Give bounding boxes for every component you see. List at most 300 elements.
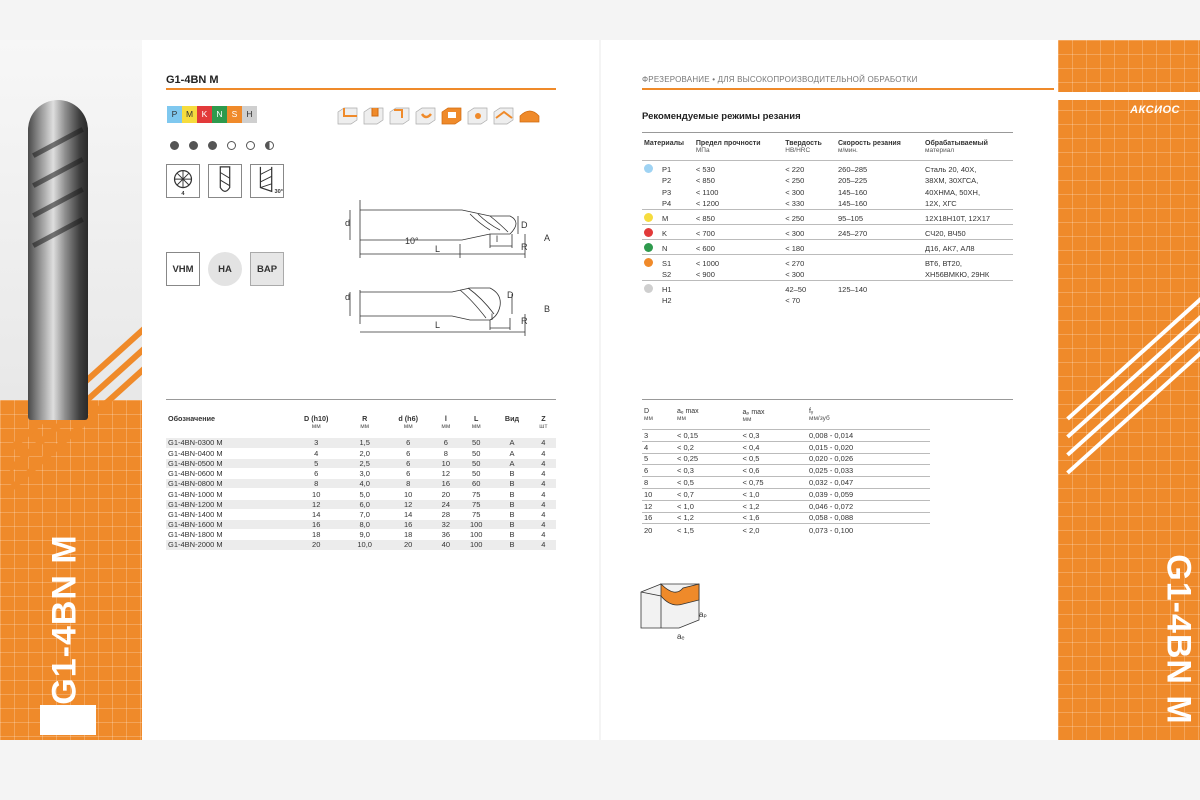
table-cell: M — [660, 210, 694, 225]
table-cell: 0,039 - 0,059 — [807, 488, 930, 500]
table-cell: 145–160 — [837, 199, 868, 208]
helix-angle-icon — [250, 164, 284, 198]
column-header — [675, 408, 741, 430]
table-cell: B — [493, 469, 531, 479]
column-label: Материалы — [644, 140, 685, 147]
table-cell: < 1,2 — [741, 500, 807, 512]
modes-top-rule — [642, 132, 1013, 133]
label-D-b: D — [507, 290, 514, 300]
operation-icon — [414, 106, 437, 126]
right-page — [601, 40, 1200, 740]
table-cell — [694, 295, 783, 307]
ae-label: aₑ — [677, 632, 685, 641]
table-cell: < 330 — [785, 199, 805, 208]
table-cell: < 70 — [785, 296, 801, 306]
table-cell — [836, 295, 923, 307]
table-cell: G1-4BN-1200 M — [166, 499, 287, 509]
table-cell: 20 — [384, 540, 433, 550]
table-cell: < 300 — [785, 187, 805, 197]
table-cell: < 1,0 — [741, 488, 807, 500]
table-cell: 36 — [433, 530, 460, 540]
table-row — [642, 453, 930, 465]
table-row — [642, 175, 1013, 187]
table-row — [642, 430, 930, 442]
table-row — [166, 489, 556, 499]
table-cell: 4 — [531, 448, 556, 458]
table-cell: 75 — [459, 509, 493, 519]
table-cell — [694, 281, 783, 296]
table-cell: 0,073 - 0,100 — [807, 524, 930, 536]
table-cell: 16 — [642, 512, 675, 524]
table-cell: 50 — [459, 438, 493, 448]
column-header — [807, 408, 930, 430]
suitability-dot-full — [170, 141, 179, 150]
table-cell: < 850 — [695, 176, 715, 186]
table-cell: < 1200 — [695, 199, 720, 208]
table-cell: < 0,5 — [741, 453, 807, 465]
table-cell: 6 — [384, 458, 433, 468]
table-cell: 2,5 — [345, 458, 383, 468]
cutting-modes-table — [642, 140, 1013, 307]
table-cell: 4 — [531, 489, 556, 499]
column-header — [531, 414, 556, 438]
table-cell: 100 — [459, 520, 493, 530]
table-cell: 28 — [433, 509, 460, 519]
table-cell: 14 — [384, 509, 433, 519]
suitability-dot-full — [208, 141, 217, 150]
table-cell — [836, 240, 923, 255]
label-view-a: A — [544, 233, 551, 243]
label-view-b: B — [544, 304, 551, 314]
table-cell: 10 — [287, 489, 346, 499]
left-page — [0, 40, 599, 740]
table-cell: 8 — [287, 479, 346, 489]
material-marker-cell — [642, 187, 660, 199]
flutes-icon — [166, 164, 200, 198]
operation-icon — [492, 106, 515, 126]
table-cell: 12 — [433, 469, 460, 479]
table-cell: 4 — [287, 448, 346, 458]
table-cell: 20 — [642, 524, 675, 536]
table-row — [642, 477, 930, 489]
column-header — [287, 414, 346, 438]
material-p: P — [167, 106, 182, 123]
table-row — [642, 161, 1013, 176]
table-row — [166, 438, 556, 448]
table-cell: 4 — [642, 441, 675, 453]
table-cell: 6,0 — [345, 499, 383, 509]
column-unit: мм/зуб — [808, 415, 830, 422]
table-row — [642, 187, 1013, 199]
column-header — [345, 414, 383, 438]
table-cell: 16 — [384, 520, 433, 530]
table-cell: 24 — [433, 499, 460, 509]
table-cell: 50 — [459, 469, 493, 479]
table-row — [642, 225, 1013, 240]
table-cell: СЧ20, ВЧ50 — [923, 225, 1013, 240]
table-cell: < 270 — [783, 255, 836, 270]
suitability-dot-full — [189, 141, 198, 150]
table-cell: B — [493, 530, 531, 540]
table-cell: < 220 — [783, 161, 836, 176]
table-cell: 0,058 - 0,088 — [807, 512, 930, 524]
column-unit: мм — [471, 423, 481, 430]
column-unit: мм — [742, 416, 752, 423]
operation-icon — [440, 106, 463, 126]
column-unit: мм — [403, 423, 413, 430]
label-R-b: R — [521, 316, 528, 326]
table-cell: 100 — [459, 540, 493, 550]
material-marker-cell — [642, 295, 660, 307]
table-row — [166, 520, 556, 530]
table-cell: < 2,0 — [741, 524, 807, 536]
table-row — [642, 465, 930, 477]
table-row — [642, 441, 930, 453]
table-cell: < 300 — [785, 270, 805, 279]
operation-icon — [388, 106, 411, 126]
table-cell: 5 — [287, 458, 346, 468]
material-n: N — [212, 106, 227, 123]
table-cell: < 850 — [694, 210, 783, 225]
table-cell: 100 — [459, 530, 493, 540]
table-cell: < 0,3 — [675, 465, 741, 477]
label-R-a: R — [521, 242, 528, 252]
column-header — [694, 140, 783, 161]
table-top-rule — [166, 399, 556, 400]
table-cell: G1-4BN-0500 M — [166, 458, 287, 468]
table-cell: < 1,2 — [675, 512, 741, 524]
column-label: Вид — [504, 414, 520, 423]
table-cell: 38ХМ, 30ХГСА, — [925, 176, 979, 186]
table-row — [166, 540, 556, 550]
column-label: D — [644, 408, 650, 415]
white-box — [40, 705, 96, 735]
table-cell: 12 — [642, 500, 675, 512]
operation-icon — [336, 106, 359, 126]
table-cell: P3 — [662, 187, 672, 197]
table-cell: < 0,3 — [741, 430, 807, 442]
column-label: aₑ max — [677, 408, 699, 415]
table-cell: B — [493, 509, 531, 519]
table-cell: 10 — [384, 489, 433, 499]
suitability-dot-empty — [246, 141, 255, 150]
table-row — [166, 499, 556, 509]
table-cell: 4 — [531, 509, 556, 519]
table-row — [166, 458, 556, 468]
label-l-b: l — [491, 312, 493, 322]
table-cell: 260–285 — [836, 161, 923, 176]
column-label: Z — [541, 414, 546, 423]
table-cell: 40 — [433, 540, 460, 550]
ap-label: aₚ — [699, 610, 707, 619]
table-cell: < 250 — [785, 176, 805, 186]
table-cell: 75 — [459, 489, 493, 499]
table-cell: 50 — [459, 448, 493, 458]
table-cell: G1-4BN-0300 M — [166, 438, 287, 448]
table-row — [642, 240, 1013, 255]
column-unit: м/мин. — [837, 147, 858, 154]
table-cell: 1,5 — [345, 438, 383, 448]
table-cell: < 1,6 — [741, 512, 807, 524]
table-row — [642, 198, 1013, 210]
table-cell: B — [493, 489, 531, 499]
material-marker-cell — [642, 175, 660, 187]
label-d-a: d — [345, 218, 351, 228]
table-cell: 12 — [287, 499, 346, 509]
section-header: ФРЕЗЕРОВАНИЕ • ДЛЯ ВЫСОКОПРОИЗВОДИТЕЛЬНОЙ ОБРАБОТКИ — [642, 75, 918, 84]
table-row — [166, 479, 556, 489]
table-cell: G1-4BN-1000 M — [166, 489, 287, 499]
column-unit: мм — [441, 423, 451, 430]
table-cell: 4 — [531, 499, 556, 509]
table-cell: 42–50 — [783, 281, 836, 296]
svg-text:4: 4 — [181, 191, 185, 198]
table-row — [642, 500, 930, 512]
table-cell: 8 — [433, 448, 460, 458]
column-header — [166, 414, 287, 438]
table-cell: < 0,25 — [675, 453, 741, 465]
column-header — [384, 414, 433, 438]
table-header-row — [642, 408, 930, 430]
table-cell: < 1000 — [694, 255, 783, 270]
material-marker-cell — [642, 255, 660, 270]
column-unit: шт — [539, 423, 548, 430]
label-l-a: l — [496, 234, 498, 244]
operation-icon — [518, 106, 541, 126]
column-header — [783, 140, 836, 161]
table-cell: < 250 — [783, 210, 836, 225]
table-cell: 16 — [433, 479, 460, 489]
table-cell: < 0,2 — [675, 441, 741, 453]
table-cell: 4 — [531, 469, 556, 479]
label-angle: 10° — [405, 236, 419, 246]
table-cell: B — [493, 540, 531, 550]
column-label: Твердость — [785, 140, 822, 147]
table-cell: P1 — [660, 161, 694, 176]
column-label: aₚ max — [742, 409, 765, 416]
header-rule — [166, 88, 556, 90]
feed-table — [642, 408, 930, 536]
table-cell: 10 — [433, 458, 460, 468]
table-cell — [836, 255, 923, 270]
table-cell: 6 — [384, 469, 433, 479]
table-cell — [923, 281, 1013, 296]
column-header — [642, 408, 675, 430]
table-cell: S1 — [660, 255, 694, 270]
table-cell: < 300 — [783, 225, 836, 240]
right-side-title: G1-4BN M — [1159, 554, 1198, 725]
table-row — [642, 295, 1013, 307]
table-cell: < 180 — [783, 240, 836, 255]
material-marker-cell — [642, 281, 660, 296]
material-marker-cell — [642, 269, 660, 281]
table-cell: 4 — [531, 530, 556, 540]
material-m: M — [182, 106, 197, 123]
suitability-dot-half — [265, 141, 274, 150]
table-cell: < 530 — [694, 161, 783, 176]
table-cell: < 600 — [694, 240, 783, 255]
column-unit: материал — [925, 147, 955, 154]
table-cell — [836, 269, 923, 281]
table-cell: < 900 — [695, 270, 715, 279]
table-cell: 205–225 — [837, 176, 868, 186]
column-label: Скорость резания — [837, 140, 901, 147]
table-cell: 12Х18Н10Т, 12Х17 — [923, 210, 1013, 225]
table-cell: G1-4BN-1600 M — [166, 520, 287, 530]
table-cell: 6 — [384, 438, 433, 448]
table-row — [166, 530, 556, 540]
table-cell: N — [660, 240, 694, 255]
table-cell: 6 — [433, 438, 460, 448]
table-cell: G1-4BN-1800 M — [166, 530, 287, 540]
suitability-dots — [170, 141, 274, 150]
material-group-dot — [644, 228, 653, 237]
table-cell: 75 — [459, 499, 493, 509]
tool-material-icon: VHM — [166, 252, 200, 286]
table-cell: B — [493, 479, 531, 489]
table-cell: 4 — [531, 458, 556, 468]
column-unit: мм — [677, 415, 686, 422]
left-side-strip — [0, 40, 142, 740]
end-mill-photo — [28, 100, 88, 420]
table-cell: Д16, АК7, АЛ8 — [923, 240, 1013, 255]
table-cell: 18 — [384, 530, 433, 540]
column-label: Предел прочности — [695, 140, 761, 147]
table-cell: 4 — [531, 479, 556, 489]
column-header — [741, 408, 807, 430]
label-L-b: L — [435, 320, 441, 330]
table-cell: 5 — [642, 453, 675, 465]
material-group-dot — [644, 258, 653, 267]
table-cell: 3,0 — [345, 469, 383, 479]
table-cell: 12 — [384, 499, 433, 509]
material-s: S — [227, 106, 242, 123]
table-cell: < 0,6 — [741, 465, 807, 477]
table-cell: 50 — [459, 458, 493, 468]
table-cell: A — [493, 438, 531, 448]
table-cell: H1 — [660, 281, 694, 296]
table-cell: G1-4BN-2000 M — [166, 540, 287, 550]
table-cell: 10 — [642, 488, 675, 500]
material-groups — [167, 106, 257, 123]
coating-icon: HA — [208, 252, 242, 286]
table-header-row — [642, 140, 1013, 161]
table-row — [642, 269, 1013, 281]
material-group-dot — [644, 213, 653, 222]
table-cell: 6 — [384, 448, 433, 458]
table-cell: 3 — [642, 430, 675, 442]
table-cell: 4 — [531, 540, 556, 550]
table-cell: 0,020 - 0,026 — [807, 453, 930, 465]
header-rule — [642, 88, 1054, 90]
table-cell: 4 — [531, 520, 556, 530]
label-D-a: D — [521, 220, 528, 230]
table-cell: 20 — [287, 540, 346, 550]
table-cell: 0,025 - 0,033 — [807, 465, 930, 477]
table-cell: 245–270 — [836, 225, 923, 240]
table-cell: G1-4BN-0600 M — [166, 469, 287, 479]
table-cell: 2,0 — [345, 448, 383, 458]
section-title: Рекомендуемые режимы резания — [642, 111, 801, 122]
column-label: d (h6) — [398, 414, 418, 423]
table-cell: S2 — [662, 270, 672, 279]
brand-logo: АКСИОС — [1130, 104, 1180, 116]
column-header — [836, 140, 923, 161]
table-row — [166, 509, 556, 519]
column-label: D (h10) — [304, 414, 329, 423]
column-unit: мм — [360, 423, 370, 430]
column-unit: HB/HRC — [785, 147, 811, 154]
table-cell: < 0,5 — [675, 477, 741, 489]
table-cell: K — [660, 225, 694, 240]
table-cell: 14 — [287, 509, 346, 519]
page-title: G1-4BN M — [166, 74, 219, 86]
table-cell: < 700 — [694, 225, 783, 240]
table-cell: 0,015 - 0,020 — [807, 441, 930, 453]
table-row — [642, 524, 930, 536]
operation-icons — [336, 106, 541, 126]
table-cell: 32 — [433, 520, 460, 530]
suitability-dot-empty — [227, 141, 236, 150]
table-cell: < 0,75 — [741, 477, 807, 489]
table-cell: B — [493, 520, 531, 530]
table-cell: 16 — [287, 520, 346, 530]
table-cell: < 1,0 — [675, 500, 741, 512]
column-unit: МПа — [695, 147, 710, 154]
table-cell: 5,0 — [345, 489, 383, 499]
column-label: R — [362, 414, 368, 423]
label-d-b: d — [345, 292, 351, 302]
material-h: H — [242, 106, 257, 123]
table-cell: 9,0 — [345, 530, 383, 540]
table-cell: < 1,5 — [675, 524, 741, 536]
table-cell: 95–105 — [836, 210, 923, 225]
table-cell: 8 — [642, 477, 675, 489]
table-cell: 3 — [287, 438, 346, 448]
table-cell: < 1100 — [695, 187, 719, 197]
strip-white-block — [1058, 92, 1200, 100]
label-L-a: L — [435, 244, 441, 254]
column-header — [923, 140, 1013, 161]
table-cell: 145–160 — [837, 187, 868, 197]
table-cell: 40ХНМА, 50ХН, — [925, 187, 981, 197]
table-row — [642, 255, 1013, 270]
table-cell: < 0,15 — [675, 430, 741, 442]
column-label: fᵧ — [808, 408, 814, 415]
column-label: l — [444, 414, 447, 423]
table-cell: 0,008 - 0,014 — [807, 430, 930, 442]
table-cell: P4 — [662, 199, 672, 208]
table-cell: 20 — [433, 489, 460, 499]
table-cell: G1-4BN-0400 M — [166, 448, 287, 458]
column-label: Обозначение — [168, 414, 215, 423]
material-k: K — [197, 106, 212, 123]
material-marker-cell — [642, 240, 660, 255]
feed-top-rule — [642, 399, 1013, 400]
table-cell: 12Х, ХГС — [925, 199, 957, 208]
column-label: L — [474, 414, 479, 423]
column-unit: мм — [644, 415, 653, 422]
column-label: Обрабатываемый — [925, 140, 988, 147]
material-group-dot — [644, 284, 653, 293]
coating-extra-icon: BAP — [250, 252, 284, 286]
table-cell: 6 — [642, 465, 675, 477]
column-header — [459, 414, 493, 438]
operation-icon — [466, 106, 489, 126]
table-row — [642, 281, 1013, 296]
table-cell: B — [493, 499, 531, 509]
table-row — [642, 512, 930, 524]
